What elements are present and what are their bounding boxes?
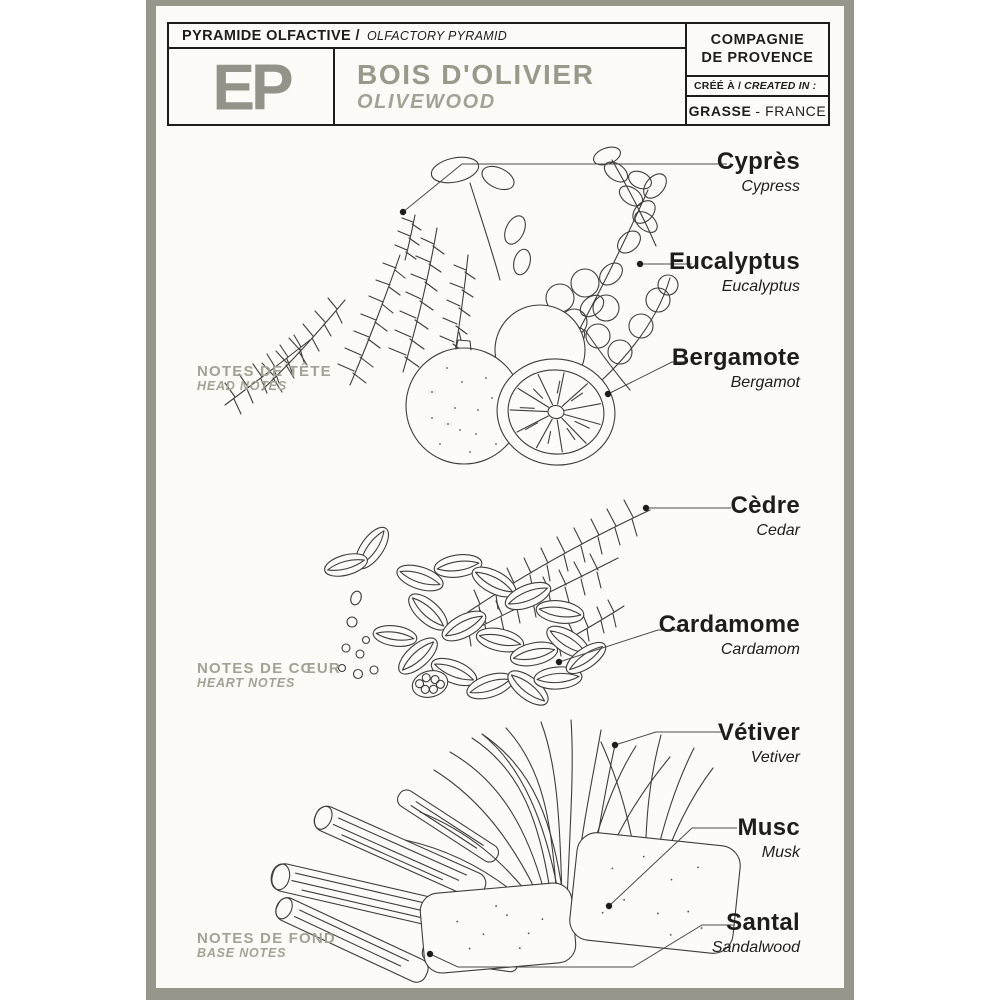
note-en: Musk <box>761 844 800 861</box>
note-en: Cedar <box>756 522 800 539</box>
note-label-cardamom <box>659 613 800 658</box>
location-city: GRASSE <box>688 102 752 119</box>
note-en: Cardamom <box>720 641 800 658</box>
musk-illustration <box>419 831 742 975</box>
bergamot-illustration <box>406 305 621 472</box>
cardamom-illustration <box>322 522 610 711</box>
header-box <box>167 22 830 126</box>
pyramid-title-en: OLFACTORY PYRAMID <box>367 28 508 43</box>
note-label-cypress <box>717 150 800 195</box>
note-en: Cypress <box>741 178 800 195</box>
note-label-vetiver <box>718 721 800 766</box>
note-fr: Cyprès <box>716 148 800 175</box>
note-en: Bergamot <box>730 374 800 391</box>
created-in-fr: CRÉÉ À / <box>694 80 742 92</box>
section-label-heart-notes <box>197 661 341 691</box>
base-notes-label-en: BASE NOTES <box>197 946 287 961</box>
note-fr: Santal <box>726 909 800 936</box>
fragrance-name-fr: BOIS D'OLIVIER <box>357 59 595 91</box>
section-label-head-notes <box>197 364 332 394</box>
note-label-bergamot <box>672 346 800 391</box>
fragrance-name-en: OLIVEWOOD <box>357 90 496 113</box>
note-en: Sandalwood <box>711 939 800 956</box>
heart-notes-label-fr: NOTES DE CŒUR <box>197 660 341 677</box>
created-in-row <box>687 75 828 97</box>
brand-name <box>687 24 828 75</box>
note-fr: Vétiver <box>717 719 800 746</box>
note-label-sandalwood <box>712 911 800 956</box>
note-label-musk <box>737 816 800 861</box>
note-fr: Musc <box>737 814 800 841</box>
ep-logo: EP <box>212 49 290 124</box>
base-notes-label-fr: NOTES DE FOND <box>197 930 336 947</box>
note-en: Vetiver <box>750 749 800 766</box>
note-en: Eucalyptus <box>721 278 800 295</box>
heart-notes-label-en: HEART NOTES <box>197 676 296 691</box>
note-label-cedar <box>730 494 800 539</box>
brand-name-line2: DE PROVENCE <box>701 49 814 66</box>
location-row <box>687 97 828 124</box>
created-in-en: CREATED IN : <box>744 80 817 92</box>
location-country: - FRANCE <box>755 102 827 119</box>
head-notes-label-fr: NOTES DE TÊTE <box>197 363 332 380</box>
pyramid-title-row <box>169 24 685 49</box>
fragrance-title-box <box>335 49 685 124</box>
brand-column <box>685 24 828 124</box>
pyramid-title-fr: PYRAMIDE OLFACTIVE / <box>182 27 360 44</box>
note-fr: Cèdre <box>730 492 800 519</box>
note-fr: Bergamote <box>671 344 800 371</box>
note-fr: Eucalyptus <box>668 248 800 275</box>
brand-name-line1: COMPAGNIE <box>710 32 805 49</box>
note-label-eucalyptus <box>669 250 800 295</box>
head-notes-label-en: HEAD NOTES <box>197 379 287 394</box>
section-label-base-notes <box>197 931 336 961</box>
note-fr: Cardamome <box>658 611 800 638</box>
brand-logo-box <box>169 49 335 124</box>
